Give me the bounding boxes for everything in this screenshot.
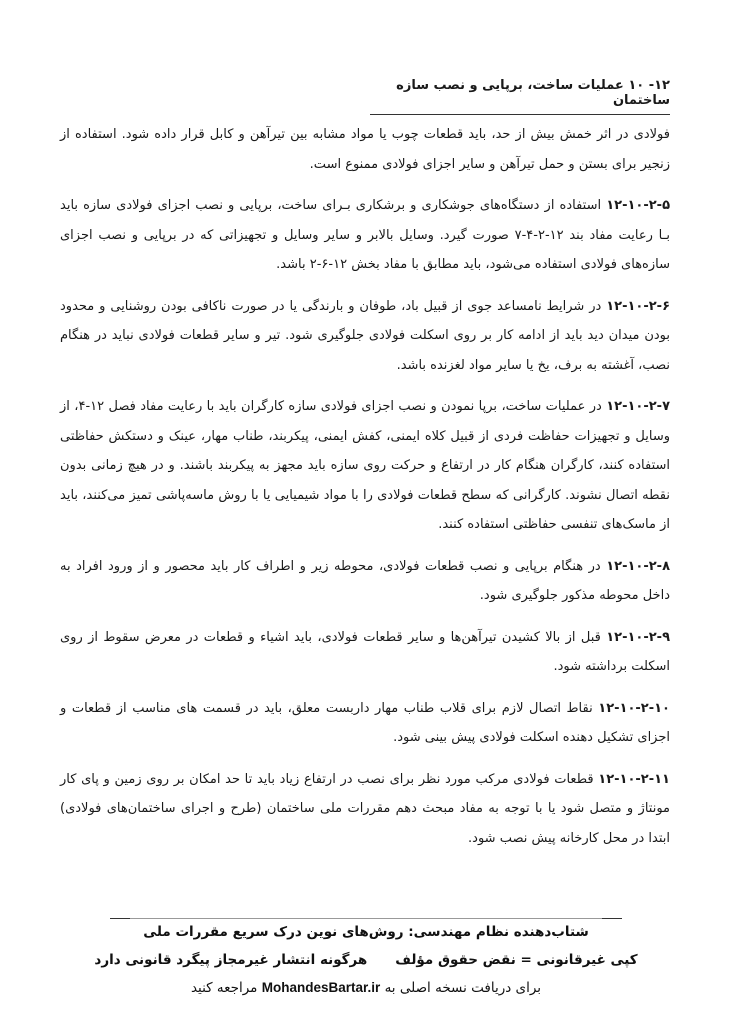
paragraph-text: در شرایط نامساعد جوی از قبیل باد، طوفان و بارندگی یا در صورت ناکافی بودن روشنایی و محدود بودن میدان دید باید از ادامه کار بر روی اسکلت فولادی جلوگیری شود. تیر و سایر قطعات فولادی نباید در هنگام نصب، آغشته به برف، یخ یا سایر مواد لغزنده باشد. [60,298,670,373]
clause-number: ۱۲-۱۰-۲-۷ [606,399,671,414]
footer-divider [110,918,622,919]
clause-12-10-2-7 [60,392,670,540]
clause-number: ۱۲-۱۰-۲-۱۰ [598,700,670,716]
clause-number: ۱۲-۱۰-۲-۶ [606,298,670,314]
source-suffix: مراجعه کنید [190,980,258,996]
source-prefix: برای دریافت نسخه اصلی به [384,980,542,996]
copyright-warning: کپی غیرقانونی = نقض حقوق مؤلف [395,952,638,968]
clause-number: ۱۲-۱۰-۲-۵ [606,198,670,213]
clause-12-10-2-8 [60,552,670,611]
section-header: ۱۲- ۱۰ عملیات ساخت، برپایی و نصب سازه ساختمان [370,78,670,115]
footer-divider-left-accent [110,918,130,919]
paragraph-text: قطعات فولادی مرکب مورد نظر برای نصب در ارتفاع زیاد باید تا حد امکان بر روی زمین و پای کار مونتاژ و متصل شود یا با توجه به مفاد مبحث دهم مقررات ملی ساختمان (طرح و اجرای ساختمان‌های فولادی) ابتدا در محل کارخانه پیش نصب شود. [60,771,670,846]
footer-divider-right-accent [602,918,622,919]
footer-copyright-notice [90,952,642,968]
clause-12-10-2-5 [60,191,670,280]
paragraph-text: استفاده از دستگاه‌های جوشکاری و برشکاری بـرای ساخت، برپایی و نصب اجزای فولادی سازه باید بـا رعایت مفاد بند ۱۲-۲-۴-۷ صورت گیرد. وسایل بالابر و سایر وسایل و تجهیزاتی که در برپایی و نصب اجزای سازه‌های فولادی استفاده می‌شود، باید مطابق با مفاد بخش ۱۲-۶-۲ باشد. [60,198,671,272]
paragraph-text: نقاط اتصال لازم برای قلاب طناب مهار داربست معلق، باید در قسمت های مناسب از قطعات و اجزای تشکیل دهنده اسکلت فولادی پیش بینی شود. [60,700,670,745]
clause-number: ۱۲-۱۰-۲-۱۱ [598,771,670,787]
paragraph-text: قبل از بالا کشیدن تیرآهن‌ها و سایر قطعات فولادی، باید اشیاء و قطعات در معرض سقوط از روی اسکلت برداشته شود. [60,629,670,674]
paragraph-text: فولادی در اثر خمش بیش از حد، باید قطعات چوب یا مواد مشابه بین تیرآهن و کابل قرار داده شود. استفاده از زنجیر برای بستن و حمل تیرآهن و سایر اجزای فولادی ممنوع است. [60,127,670,172]
footer-tagline: شتاب‌دهنده نظام مهندسی: روش‌های نوین درک سریع مقررات ملی [143,924,589,940]
clause-number: ۱۲-۱۰-۲-۹ [606,629,670,645]
clause-12-10-2-11 [60,765,670,854]
body-text [60,120,670,865]
legal-warning: هرگونه انتشار غیرمجاز پیگرد قانونی دارد [94,952,368,968]
footer-source-notice [90,980,642,996]
paragraph-text: در عملیات ساخت، برپا نمودن و نصب اجزای فولادی سازه کارگران باید با رعایت مفاد فصل ۱۲-۴، از وسایل و تجهیزات حفاظت فردی از قبیل کلاه ایمنی، کفش ایمنی، پیکربند، طناب مهار، عینک و دستکش حفاظتی استفاده کنند، کارگران هنگام کار در ارتفاع و حرکت روی سازه باید مجهز به پیکربند باشند. و در هیچ زمانی بدون نقطه اتصال نشوند. کارگرانی که سطح قطعات فولادی را با مواد شیمیایی یا با روش ماسه‌پاشی تمیز می‌کنند، باید از ماسک‌های تنفسی حفاظتی استفاده کنند. [60,399,670,532]
clause-number: ۱۲-۱۰-۲-۸ [606,558,670,574]
website-link[interactable]: MohandesBartar.ir [261,980,381,995]
paragraph-text: در هنگام برپایی و نصب قطعات فولادی، محوطه زیر و اطراف کار باید محصور و از ورود افراد به داخل محوطه مذکور جلوگیری شود. [60,558,670,603]
paragraph-continuation [60,120,670,179]
clause-12-10-2-6 [60,292,670,381]
clause-12-10-2-9 [60,623,670,682]
clause-12-10-2-10 [60,694,670,753]
